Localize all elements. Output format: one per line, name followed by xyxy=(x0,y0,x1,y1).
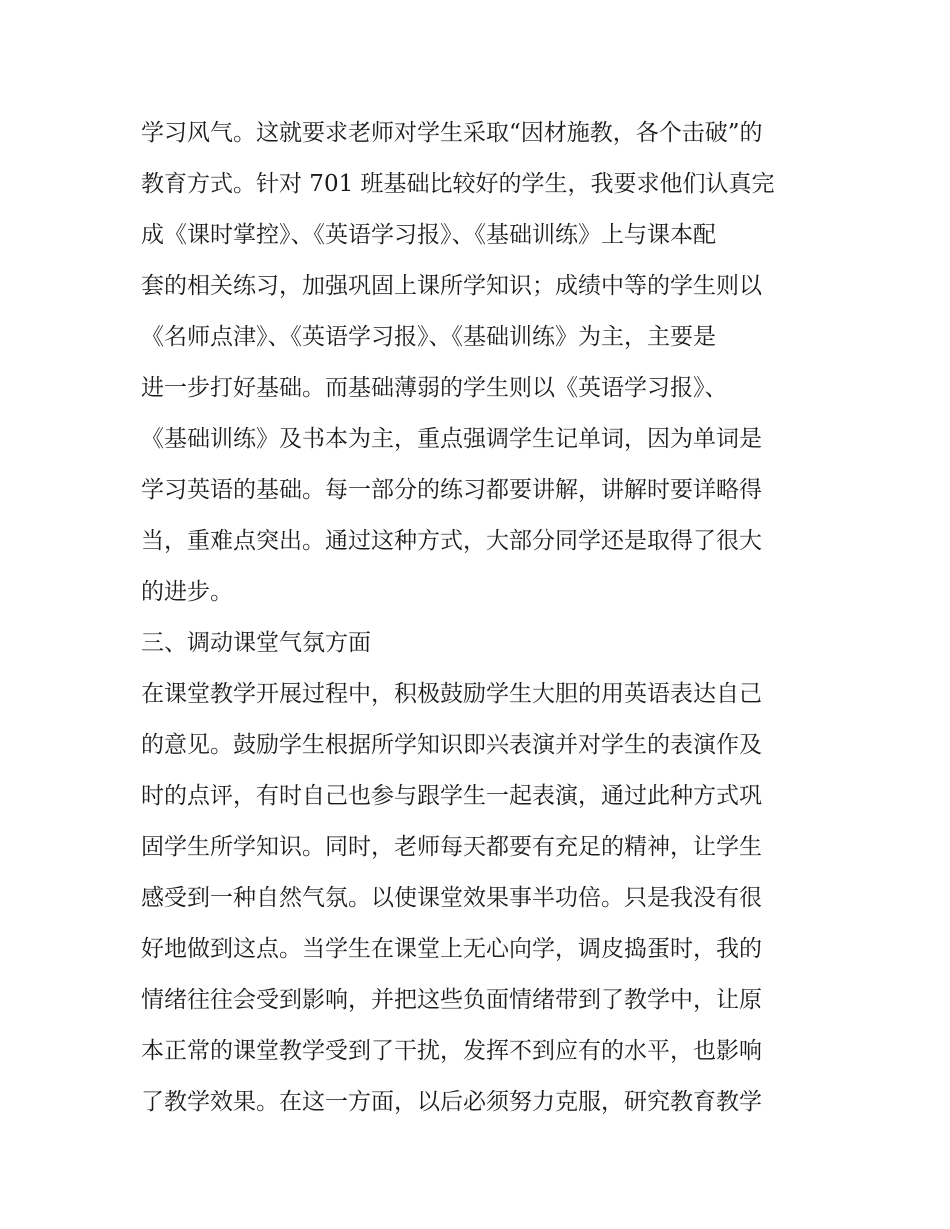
text-line: 本正常的课堂教学受到了干扰，发挥不到应有的水平，也影响 xyxy=(141,1038,762,1064)
text-line: 成《课时掌控》、《英语学习报》、《基础训练》上与课本配 xyxy=(141,222,716,248)
text-line: 的意见。鼓励学生根据所学知识即兴表演并对学生的表演作及 xyxy=(141,732,762,758)
text-line: 当，重难点突出。通过这种方式，大部分同学还是取得了很大 xyxy=(141,528,762,554)
text-line: 《基础训练》及书本为主，重点强调学生记单词，因为单词是 xyxy=(141,426,762,452)
text-line: 感受到一种自然气氛。以使课堂效果事半功倍。只是我没有很 xyxy=(141,885,762,911)
text-line: 的进步。 xyxy=(141,579,233,605)
text-line: 学习英语的基础。每一部分的练习都要讲解，讲解时要详略得 xyxy=(141,477,762,503)
text-line: 教育方式。针对 701 班基础比较好的学生，我要求他们认真完 xyxy=(141,171,775,197)
section-heading: 三、调动课堂气氛方面 xyxy=(141,630,371,656)
body-text xyxy=(141,108,821,1128)
text-line: 情绪往往会受到影响，并把这些负面情绪带到了教学中，让原 xyxy=(141,987,762,1013)
text-line: 进一步打好基础。而基础薄弱的学生则以《英语学习报》、 xyxy=(141,375,728,401)
text-line: 固学生所学知识。同时，老师每天都要有充足的精神，让学生 xyxy=(141,834,762,860)
text-line: 套的相关练习，加强巩固上课所学知识；成绩中等的学生则以 xyxy=(141,273,762,299)
text-line: 《名师点津》、《英语学习报》、《基础训练》为主，主要是 xyxy=(141,324,716,350)
text-line: 在课堂教学开展过程中，积极鼓励学生大胆的用英语表达自己 xyxy=(141,681,762,707)
text-line: 了教学效果。在这一方面，以后必须努力克服，研究教育教学 xyxy=(141,1089,762,1115)
text-line: 好地做到这点。当学生在课堂上无心向学，调皮捣蛋时，我的 xyxy=(141,936,762,962)
text-line: 时的点评，有时自己也参与跟学生一起表演，通过此种方式巩 xyxy=(141,783,762,809)
text-line: 学习风气。这就要求老师对学生采取“因材施教，各个击破”的 xyxy=(141,120,763,146)
